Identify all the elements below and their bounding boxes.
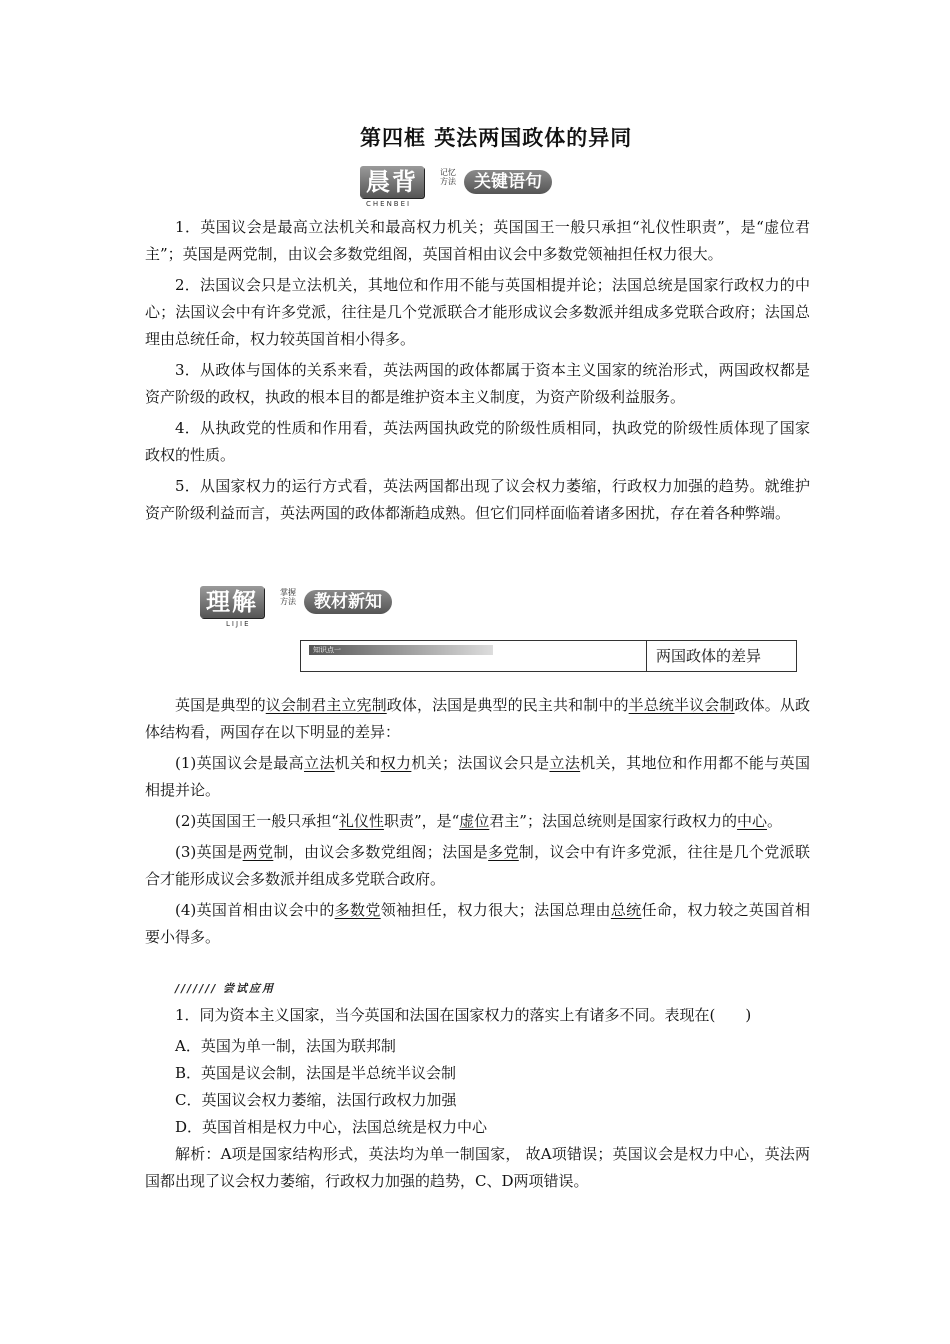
difference-item: (4)英国首相由议会中的多数党领袖担任，权力很大；法国总理由总统任命，权力较之英国首相要小得多。 xyxy=(145,901,810,946)
banner-pinyin: LIJIE xyxy=(226,620,251,628)
question-block xyxy=(145,1002,810,1195)
question-option: B．英国是议会制，法国是半总统半议会制 xyxy=(175,1064,457,1082)
banner-main-text: 理解 xyxy=(200,586,264,618)
banner-chenbei xyxy=(360,166,620,208)
try-apply-label: /////// 尝试应用 xyxy=(175,982,275,995)
difference-item: (1)英国议会是最高立法机关和权力机关；法国议会只是立法机关，其地位和作用都不能与英国相提并论。 xyxy=(145,754,810,799)
knowledge-point-box xyxy=(300,640,797,672)
page-title: 第四框 英法两国政体的异同 xyxy=(360,125,633,150)
key-point: 2．法国议会只是立法机关，其地位和作用不能与英国相提并论；法国总统是国家行政权力的中心；法国议会中有许多党派，往往是几个党派联合才能形成议会多数派并组成多党联合政府；法国总理由总统任命，权力较英国首相小得多。 xyxy=(145,276,810,348)
banner-pinyin: CHENBEI xyxy=(366,200,412,208)
key-point: 3．从政体与国体的关系来看，英法两国的政体都属于资本主义国家的统治形式，两国政权都是资产阶级的政权，执政的根本目的都是维护资本主义制度，为资产阶级利益服务。 xyxy=(145,361,810,406)
question-analysis: 解析：A项是国家结构形式，英法均为单一制国家， 故A项错误；英国议会是权力中心，英法两国都出现了议会权力萎缩，行政权力加强的趋势，C、D两项错误。 xyxy=(145,1145,810,1190)
banner-main-text: 晨背 xyxy=(360,166,424,198)
differences-section xyxy=(145,692,810,951)
question-option: A．英国为单一制，法国为联邦制 xyxy=(175,1037,396,1055)
banner-tag: 关键语句 xyxy=(464,170,552,194)
intro-paragraph: 英国是典型的议会制君主立宪制政体，法国是典型的民主共和制中的半总统半议会制政体。从政体结构看，两国存在以下明显的差异： xyxy=(145,696,810,741)
difference-item: (2)英国国王一般只承担“礼仪性职责”，是“虚位君主”；法国总统则是国家行政权力的中心。 xyxy=(175,812,782,830)
knowledge-point-title: 两国政体的差异 xyxy=(656,647,762,665)
stripe-icon: /////// xyxy=(175,982,223,995)
key-points xyxy=(145,214,810,527)
question-option: C．英国议会权力萎缩，法国行政权力加强 xyxy=(175,1091,457,1109)
key-point: 4．从执政党的性质和作用看，英法两国执政党的阶级性质相同，执政党的阶级性质体现了国家政权的性质。 xyxy=(145,419,810,464)
difference-item: (3)英国是两党制，由议会多数党组阁；法国是多党制，议会中有许多党派，往往是几个党派联合才能形成议会多数派并组成多党联合政府。 xyxy=(145,843,810,888)
banner-vertical-text: 掌握方法 xyxy=(280,588,296,606)
knowledge-point-label: 知识点一 xyxy=(309,645,493,655)
question-stem: 1．同为资本主义国家，当今英国和法国在国家权力的落实上有诸多不同。表现在( ) xyxy=(175,1006,752,1024)
banner-tag: 教材新知 xyxy=(304,590,392,614)
key-point: 1．英国议会是最高立法机关和最高权力机关；英国国王一般只承担“礼仪性职责”，是“虚位君主”；英国是两党制，由议会多数党组阁，英国首相由议会中多数党领袖担任权力很大。 xyxy=(145,218,810,263)
banner-vertical-text: 记忆方法 xyxy=(440,168,456,186)
question-option: D．英国首相是权力中心，法国总统是权力中心 xyxy=(175,1118,488,1136)
banner-lijie xyxy=(200,586,470,628)
key-point: 5．从国家权力的运行方式看，英法两国都出现了议会权力萎缩，行政权力加强的趋势。就维护资产阶级利益而言，英法两国的政体都渐趋成熟。但它们同样面临着诸多困扰，存在着各种弊端。 xyxy=(145,477,810,522)
divider xyxy=(646,641,647,671)
